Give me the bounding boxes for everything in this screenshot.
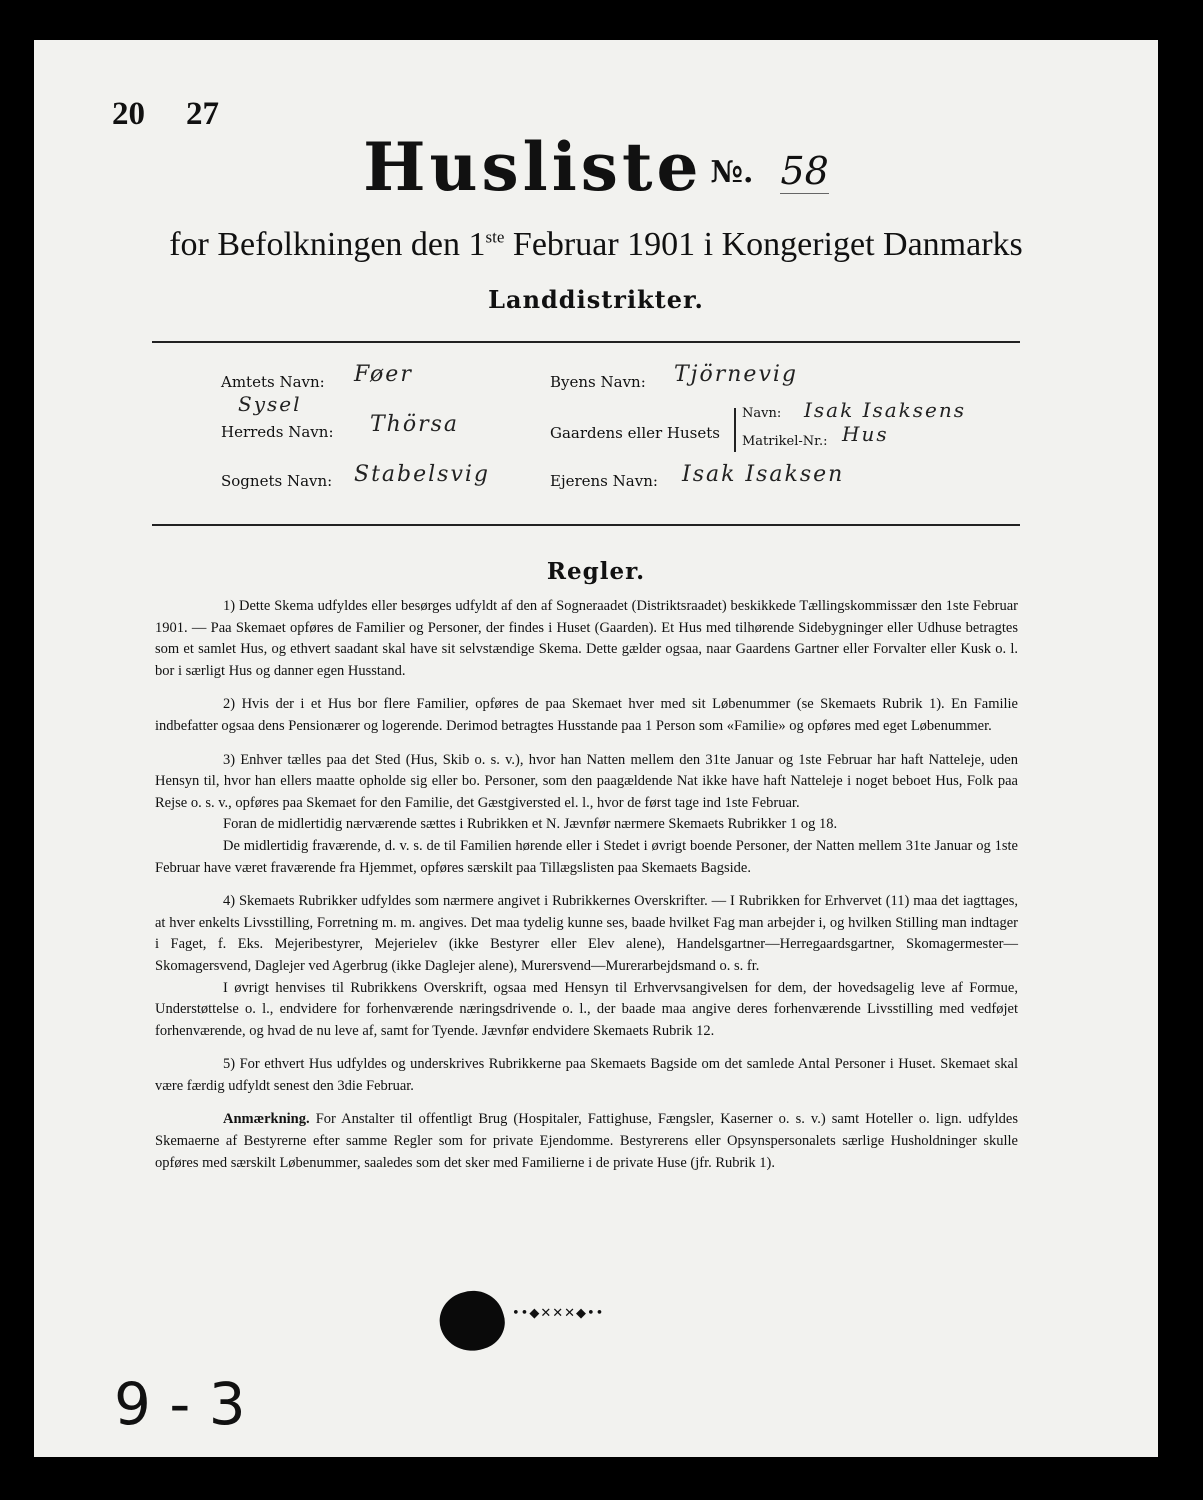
subtitle-part1: for Befolkningen den 1 bbox=[169, 226, 486, 263]
rule-text: Hvis der i et Hus bor flere Familier, opføres de paa Skemaet hver med sit Løbenummer (se Skemaets Rubrik 1). En Familie indbefatter ogsaa dens Pensionærer og logerende. Derimod betragtes Husstande paa 1 Person som «Familie» og opføres med eget Løbenummer. bbox=[155, 696, 1018, 734]
middle-rule bbox=[152, 524, 1020, 526]
bottom-handwritten-number: 9 - 3 bbox=[114, 1370, 246, 1438]
subtitle-part2: Februar 1901 i Kongeriget Danmarks bbox=[504, 226, 1023, 263]
navn-value: Isak Isaksens bbox=[804, 398, 967, 422]
amtets-value: Føer bbox=[354, 362, 413, 387]
navn-label: Navn: bbox=[742, 406, 782, 421]
rule-3-para-2 bbox=[155, 814, 1018, 836]
rules-body bbox=[155, 596, 1018, 1186]
annotation bbox=[155, 1109, 1018, 1174]
rule-number: 2) bbox=[223, 696, 236, 713]
ink-blot bbox=[432, 1283, 511, 1360]
rule-1 bbox=[155, 596, 1018, 682]
byens-label: Byens Navn: bbox=[550, 373, 646, 391]
corner-number-left: 20 bbox=[112, 96, 145, 132]
rules-heading: Regler. bbox=[546, 558, 646, 585]
annotation-label: Anmærkning. bbox=[223, 1111, 310, 1128]
rule-text: Foran de midlertidig nærværende sættes i Rubrikken et N. Jævnfør nærmere Skemaets Rubrikker 1 og 18. bbox=[223, 816, 838, 833]
rule-text: Enhver tælles paa det Sted (Hus, Skib o. s. v.), hvor han Natten mellem den 31te Januar og 1ste Februar har haft Natteleje, uden Hensyn til, hvor han ellers maatte opholde sig eller bo. Personer, som den paagældende Nat ikke have haft Natteleje i noget beboet Hus, Folk paa Rejse o. s. v., opføres paa Skemaet for den Familie, det Gæstgiversted el. l., hvor de først tage ind 1ste Februar. bbox=[155, 751, 1018, 811]
herreds-label: Herreds Navn: bbox=[221, 423, 334, 441]
subtitle bbox=[34, 226, 1158, 264]
herreds-above-value: Sysel bbox=[238, 392, 302, 416]
rule-5 bbox=[155, 1054, 1018, 1097]
list-number-handwritten: 58 bbox=[780, 149, 829, 193]
gaard-label: Gaardens eller Husets bbox=[550, 424, 720, 442]
rule-number: 4) bbox=[223, 893, 236, 910]
rule-2 bbox=[155, 694, 1018, 737]
district-heading: Landdistrikter. bbox=[488, 285, 704, 314]
top-rule bbox=[152, 341, 1020, 343]
rule-text: De midlertidig fraværende, d. v. s. de til Familien hørende eller i Stedet i øvrigt boende Personer, der Natten mellem 31te Januar og 1ste Februar have været fraværende fra Hjemmet, opføres særskilt paa Tillægslisten paa Skemaets Bagside. bbox=[155, 837, 1018, 876]
rule-4-para-2 bbox=[155, 978, 1018, 1043]
ejer-value: Isak Isaksen bbox=[682, 462, 845, 487]
rule-number: 5) bbox=[223, 1056, 236, 1073]
rule-text: I øvrigt henvises til Rubrikkens Overskrift, ogsaa med Hensyn til Erhvervsangivelsen for dem, der hovedsagelig leve af Formue, Understøttelse o. l., endvidere for forhenværende næringsdrivende o. l., der baade maa angive deres forhenværende Livsstilling med vedføjet forhenværende, og hvad de nu leve af, samt for Tyende. Jævnfør endvidere Skemaets Rubrik 12. bbox=[155, 979, 1018, 1039]
number-mark: №. bbox=[710, 155, 754, 190]
rule-number: 1) bbox=[223, 598, 236, 614]
amtets-label: Amtets Navn: bbox=[221, 373, 325, 391]
sognets-value: Stabelsvig bbox=[354, 462, 491, 487]
byens-value: Tjörnevig bbox=[674, 362, 798, 387]
annotation-text: For Anstalter til offentligt Brug (Hospitaler, Fattighuse, Fængsler, Kaserner o. s. v.) samt Hoteller o. lign. udfyldes Skemaerne af Bestyrerne efter samme Regler som for private Ejendomme. Bestyrerens eller Opsynspersonalets særlige Husholdninger skulle opføres med særskilt Løbenummer, saaledes som det sker med Familierne i de private Huse (jfr. Rubrik 1). bbox=[155, 1111, 1019, 1171]
ejer-label: Ejerens Navn: bbox=[550, 472, 658, 490]
rule-4 bbox=[155, 891, 1018, 977]
rule-text: Dette Skema udfyldes eller besørges udfyldt af den af Sogneraadet (Distriktsraadet) beskikkede Tællingskommissær den 1ste Februar 1901. — Paa Skemaet opføres de Familier og Personer, der findes i Huset (Gaarden). Et Hus med tilhørende Sidebygninger eller Udhuse betragtes som et samlet Hus, og ethvert saadant skal have sit selvstændige Skema. Dette gælder ogsaa, naar Gaardens Gartner eller Forvalter eller Kusk o. l. bor i særligt Hus og danner egen Husstand. bbox=[155, 598, 1018, 679]
title-text: Husliste bbox=[363, 128, 703, 206]
rule-3 bbox=[155, 750, 1018, 815]
corner-number-right: 27 bbox=[186, 96, 219, 132]
rule-text: Skemaets Rubrikker udfyldes som nærmere angivet i Rubrikkernes Overskrifter. — I Rubrikken for Erhvervet (11) maa det iagttages, at hver enkelts Livsstilling, Forretning m. m. angives. Det maa tydelig kunne ses, baade hvilket Fag man arbejder i, og hvilken Stilling man indtager i Faget, f. Eks. Mejeribestyrer, Mejerielev (ikke Bestyrer eller Elev alene), Handelsgartner—Herregaardsgartner, Skomagermester—Skomagersvend, Daglejer ved Agerbrug (ikke Daglejer alene), Murersvend—Murerarbejdsmand o. s. fr. bbox=[155, 893, 1018, 974]
rule-number: 3) bbox=[223, 751, 236, 768]
page-title bbox=[34, 128, 1158, 206]
matrikel-label: Matrikel-Nr.: bbox=[742, 434, 828, 449]
herreds-value: Thörsa bbox=[370, 412, 460, 437]
rule-3-para-3 bbox=[155, 836, 1018, 879]
gaard-brace bbox=[734, 408, 736, 452]
ornament-divider: ••◆✕✕✕◆•• bbox=[512, 1306, 605, 1321]
census-form-page bbox=[34, 40, 1158, 1457]
rule-text: For ethvert Hus udfyldes og underskrives Rubrikkerne paa Skemaets Bagside om det samlede Antal Personer i Huset. Skemaet skal være færdig udfyldt senest den 3die Februar. bbox=[155, 1056, 1018, 1094]
subtitle-sup: ste bbox=[485, 227, 505, 247]
sognets-label: Sognets Navn: bbox=[221, 472, 333, 490]
matrikel-value: Hus bbox=[842, 422, 889, 446]
